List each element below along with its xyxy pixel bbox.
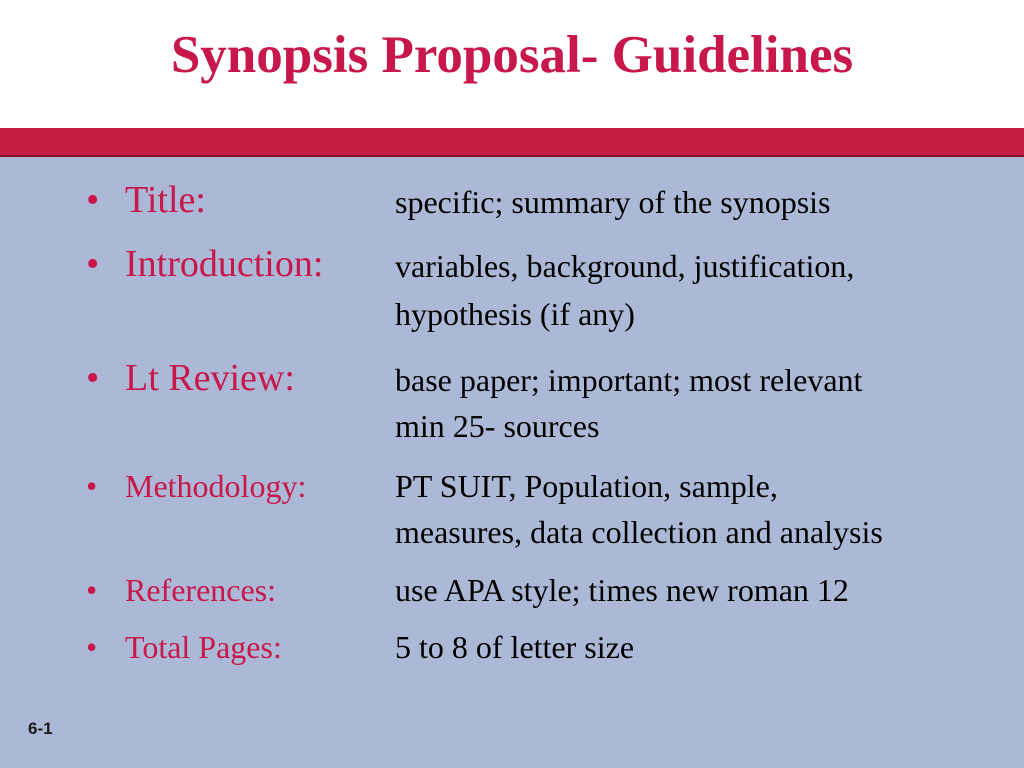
item-description: use APA style; times new roman 12 xyxy=(395,572,849,608)
item-description: base paper; important; most relevant xyxy=(395,362,863,398)
bullet-icon: • xyxy=(86,468,98,504)
item-label: Title: xyxy=(125,179,206,221)
item-label: Lt Review: xyxy=(125,357,295,399)
accent-bar xyxy=(0,128,1024,155)
item-description-continued: measures, data collection and analysis xyxy=(395,514,883,550)
item-description-continued: min 25- sources xyxy=(395,408,600,444)
bullet-icon: • xyxy=(86,357,100,399)
item-description: variables, background, justification, xyxy=(395,248,855,284)
item-description: 5 to 8 of letter size xyxy=(395,629,635,665)
item-description-continued: hypothesis (if any) xyxy=(395,296,635,332)
slide-number: 6-1 xyxy=(28,719,53,738)
slide-header xyxy=(0,0,1024,128)
item-label: Introduction: xyxy=(125,243,324,285)
item-label: References: xyxy=(125,572,277,608)
accent-bar-shadow xyxy=(0,155,1024,157)
item-label: Total Pages: xyxy=(125,629,282,665)
item-label: Methodology: xyxy=(125,468,307,504)
item-description: PT SUIT, Population, sample, xyxy=(395,468,778,504)
slide-title: Synopsis Proposal- Guidelines xyxy=(170,26,854,84)
bullet-icon: • xyxy=(86,243,100,285)
item-description: specific; summary of the synopsis xyxy=(395,184,831,220)
bullet-icon: • xyxy=(86,629,98,665)
bullet-icon: • xyxy=(86,572,98,608)
bullet-icon: • xyxy=(86,179,100,221)
